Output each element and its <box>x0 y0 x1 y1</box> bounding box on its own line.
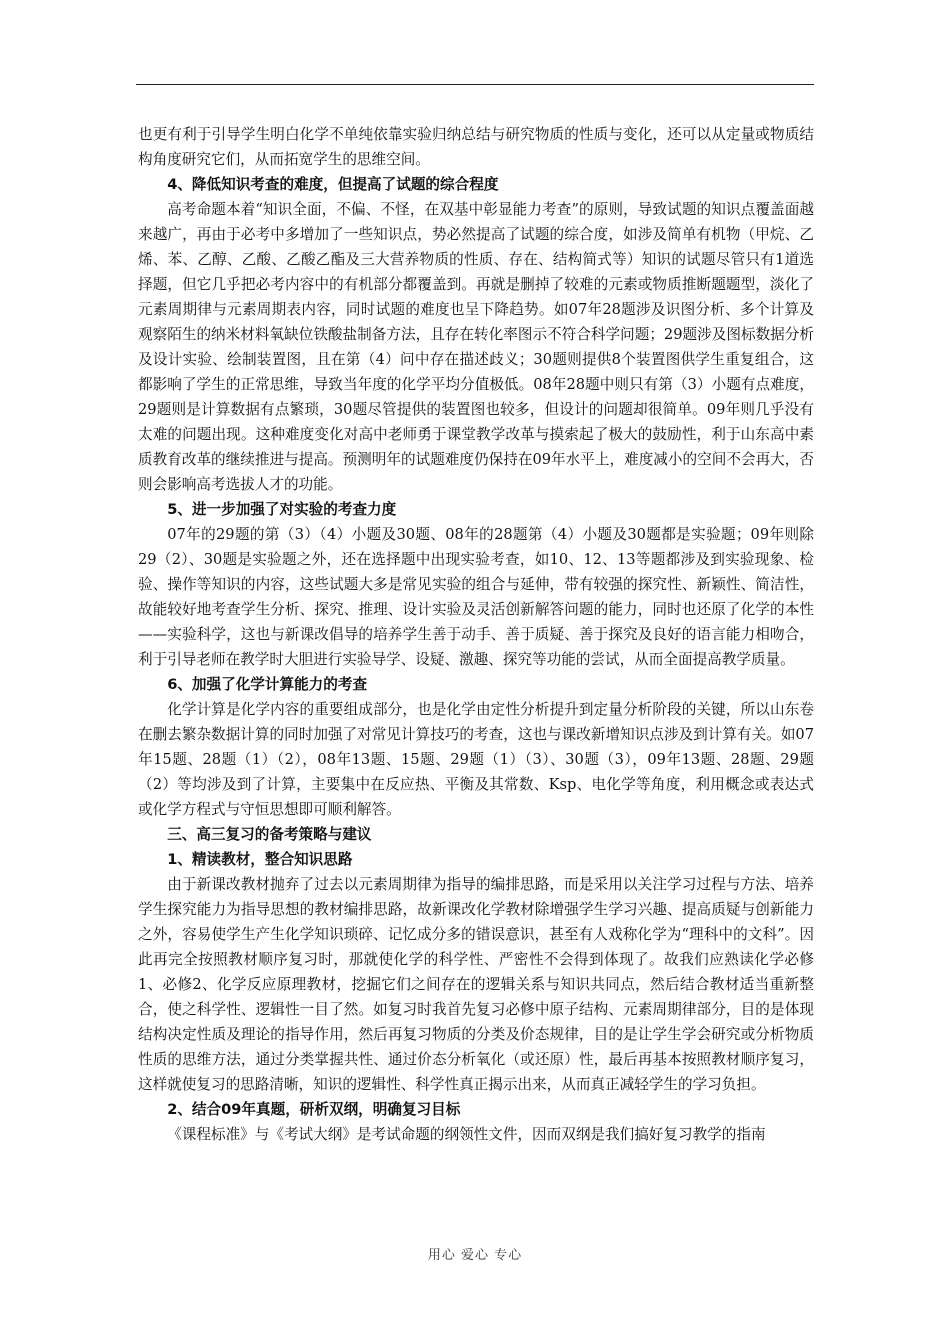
document-body <box>138 122 814 1147</box>
header-rule <box>136 84 814 85</box>
paragraph-section-5: 07年的29题的第（3）（4）小题及30题、08年的28题第（4）小题及30题都是实验题；09年则除29（2）、30题是实验题之外，还在选择题中出现实验考查，如10、12、13等题都涉及到实验现象、检验、操作等知识的内容，这些试题大多是常见实验的组合与延伸，带有较强的探究性、新颖性、简洁性，故能较好地考查学生分析、探究、推理、设计实验及灵活创新解答问题的能力，同时也还原了化学的本性——实验科学，这也与新课改倡导的培养学生善于动手、善于质疑、善于探究及良好的语言能力相吻合，利于引导老师在教学时大胆进行实验导学、设疑、激趣、探究等功能的尝试，从而全面提高教学质量。 <box>138 526 814 668</box>
chapter-heading-3: 三、高三复习的备考策略与建议 <box>167 826 372 843</box>
subsection-heading-1: 1、精读教材，整合知识思路 <box>167 851 353 868</box>
paragraph-subsection-2: 《课程标准》与《考试大纲》是考试命题的纲领性文件，因而双纲是我们搞好复习教学的指南 <box>167 1126 766 1143</box>
section-heading-6: 6、加强了化学计算能力的考查 <box>167 676 368 693</box>
subsection-heading-2: 2、结合09年真题，研析双纲，明确复习目标 <box>167 1101 461 1118</box>
paragraph-section-4: 高考命题本着“知识全面，不偏、不怪，在双基中彰显能力考查”的原则，导致试题的知识点覆盖面越来越广，再由于必考中多增加了一些知识点，势必然提高了试题的综合度，如涉及简单有机物（甲烷、乙烯、苯、乙醇、乙酸、乙酸乙酯及三大营养物质的性质、存在、结构简式等）知识的试题尽管只有1道选择题，但它几乎把必考内容中的有机部分都覆盖到。再就是删掉了较难的元素或物质推断题题型，淡化了元素周期律与元素周期表内容，同时试题的难度也呈下降趋势。如07年28题涉及识图分析、多个计算及观察陌生的纳米材料氧缺位铁酸盐制备方法，且存在转化率图示不符合科学问题；29题涉及图标数据分析及设计实验、绘制装置图，且在第（4）问中存在描述歧义；30题则提供8个装置图供学生重复组合，这都影响了学生的正常思维，导致当年度的化学平均分值极低。08年28题中则只有第（3）小题有点难度，29题则是计算数据有点繁琐，30题尽管提供的装置图也较多，但设计的问题却很简单。09年则几乎没有太难的问题出现。这种难度变化对高中老师勇于课堂教学改革与摸索起了极大的鼓励性，利于山东高中素质教育改革的继续推进与提高。预测明年的试题难度仍保持在09年水平上，难度减小的空间不会再大，否则会影响高考选拔人才的功能。 <box>138 201 814 493</box>
paragraph-section-6: 化学计算是化学内容的重要组成部分，也是化学由定性分析提升到定量分析阶段的关键，所以山东卷在删去繁杂数据计算的同时加强了对常见计算技巧的考查，这也与课改新增知识点涉及到计算有关。如07年15题、28题（1）（2），08年13题、15题、29题（1）（3）、30题（3），09年13题、28题、29题（2）等均涉及到了计算，主要集中在反应热、平衡及其常数、Ksp、电化学等角度，利用概念或表达式或化学方程式与守恒思想即可顺利解答。 <box>138 701 814 818</box>
page-footer: 用心 爱心 专心 <box>427 1248 523 1263</box>
paragraph-subsection-1: 由于新课改教材抛弃了过去以元素周期律为指导的编排思路，而是采用以关注学习过程与方法、培养学生探究能力为指导思想的教材编排思路，故新课改化学教材除增强学生学习兴趣、提高质疑与创新能力之外，容易使学生产生化学知识琐碎、记忆成分多的错误意识，甚至有人戏称化学为“理科中的文科”。因此再完全按照教材顺序复习时，那就使化学的科学性、严密性不会得到体现了。故我们应熟读化学必修1、必修2、化学反应原理教材，挖掘它们之间存在的逻辑关系与知识共同点，然后结合教材适当重新整合，使之科学性、逻辑性一目了然。如复习时我首先复习必修中原子结构、元素周期律部分，目的是体现结构决定性质及理论的指导作用，然后再复习物质的分类及价态规律，目的是让学生学会研究或分析物质性质的思维方法，通过分类掌握共性、通过价态分析氧化（或还原）性，最后再基本按照教材顺序复习，这样就使复习的思路清晰，知识的逻辑性、科学性真正揭示出来，从而真正减轻学生的学习负担。 <box>138 876 814 1093</box>
section-heading-5: 5、进一步加强了对实验的考查力度 <box>167 501 397 518</box>
paragraph-continuation: 也更有利于引导学生明白化学不单纯依靠实验归纳总结与研究物质的性质与变化，还可以从定量或物质结构角度研究它们，从而拓宽学生的思维空间。 <box>138 126 814 168</box>
section-heading-4: 4、降低知识考查的难度，但提高了试题的综合程度 <box>167 176 499 193</box>
